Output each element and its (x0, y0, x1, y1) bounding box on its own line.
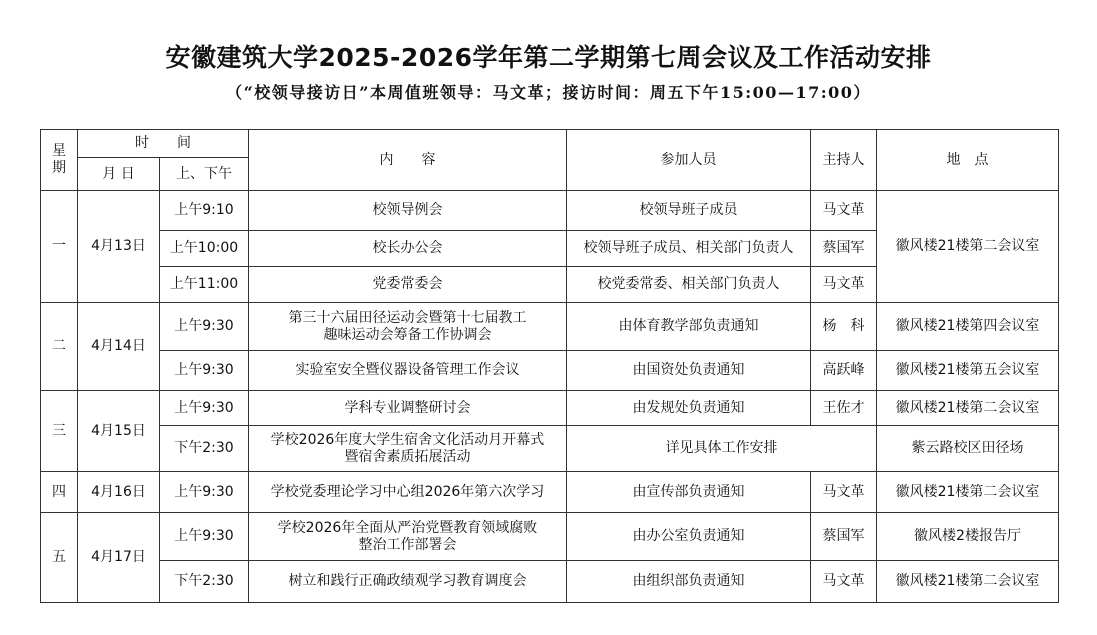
host-cell: 杨 科 (811, 303, 877, 351)
participants-cell: 由办公室负责通知 (567, 513, 811, 561)
weekday-cell: 二 (41, 303, 78, 391)
weekday-cell: 一 (41, 191, 78, 303)
date-cell: 4月16日 (78, 472, 160, 513)
time-cell: 上午9:10 (160, 191, 249, 231)
participants-cell: 校领导班子成员 (567, 191, 811, 231)
content-cell (249, 303, 567, 351)
page-title: 安徽建筑大学2025-2026学年第二学期第七周会议及工作活动安排 (165, 43, 932, 72)
time-cell: 上午10:00 (160, 231, 249, 267)
participants-cell: 由发规处负责通知 (567, 391, 811, 426)
host-cell: 马文革 (811, 472, 877, 513)
time-cell: 上午11:00 (160, 267, 249, 303)
weekday-cell: 三 (41, 391, 78, 472)
content-cell (249, 426, 567, 472)
content-cell: 校长办公会 (249, 231, 567, 267)
content-cell: 党委常委会 (249, 267, 567, 303)
host-cell: 王佐才 (811, 391, 877, 426)
location-cell: 紫云路校区田径场 (877, 426, 1059, 472)
location-cell: 徽风楼21楼第五会议室 (877, 351, 1059, 391)
content-cell: 校领导例会 (249, 191, 567, 231)
content-cell (249, 513, 567, 561)
participants-cell: 校领导班子成员、相关部门负责人 (567, 231, 811, 267)
location-cell: 徽风楼2楼报告厅 (877, 513, 1059, 561)
date-cell: 4月13日 (78, 191, 160, 303)
location-cell: 徽风楼21楼第二会议室 (877, 191, 1059, 303)
date-cell: 4月14日 (78, 303, 160, 391)
header-period: 上、下午 (160, 158, 249, 191)
participants-cell: 由组织部负责通知 (567, 561, 811, 603)
table-row (41, 513, 1059, 561)
content-line: 暨宿舍素质拓展活动 (344, 448, 471, 465)
header-weekday-line1: 星 (52, 143, 66, 159)
time-cell: 上午9:30 (160, 303, 249, 351)
content-cell: 学校党委理论学习中心组2026年第六次学习 (249, 472, 567, 513)
time-cell: 下午2:30 (160, 561, 249, 603)
time-cell: 上午9:30 (160, 351, 249, 391)
content-line: 学校2026年度大学生宿舍文化活动月开幕式 (270, 431, 545, 448)
content-line: 学校2026年全面从严治党暨教育领域腐败 (277, 519, 538, 536)
host-cell: 蔡国军 (811, 231, 877, 267)
header-content: 内 容 (249, 130, 567, 191)
host-cell: 马文革 (811, 561, 877, 603)
schedule-table (40, 129, 1059, 603)
date-cell: 4月17日 (78, 513, 160, 603)
participants-cell: 由体育教学部负责通知 (567, 303, 811, 351)
host-cell: 蔡国军 (811, 513, 877, 561)
table-row (41, 351, 1059, 391)
table-row (41, 191, 1059, 231)
weekday-cell: 四 (41, 472, 78, 513)
header-host: 主持人 (811, 130, 877, 191)
header-location: 地 点 (877, 130, 1059, 191)
participants-cell: 由宣传部负责通知 (567, 472, 811, 513)
time-cell: 下午2:30 (160, 426, 249, 472)
time-cell: 上午9:30 (160, 391, 249, 426)
time-cell: 上午9:30 (160, 472, 249, 513)
page-subtitle: （“校领导接访日”本周值班领导：马文革；接访时间：周五下午15:00—17:00） (226, 83, 871, 102)
table-row (41, 426, 1059, 472)
content-cell: 学科专业调整研讨会 (249, 391, 567, 426)
host-cell: 马文革 (811, 267, 877, 303)
header-date: 月 日 (78, 158, 160, 191)
participants-cell: 由国资处负责通知 (567, 351, 811, 391)
host-cell: 马文革 (811, 191, 877, 231)
location-cell: 徽风楼21楼第二会议室 (877, 391, 1059, 426)
date-cell: 4月15日 (78, 391, 160, 472)
header-time: 时 间 (78, 130, 249, 158)
weekday-cell: 五 (41, 513, 78, 603)
host-cell: 高跃峰 (811, 351, 877, 391)
table-row (41, 561, 1059, 603)
table-row (41, 472, 1059, 513)
time-cell: 上午9:30 (160, 513, 249, 561)
location-cell: 徽风楼21楼第四会议室 (877, 303, 1059, 351)
header-participants: 参加人员 (567, 130, 811, 191)
header-weekday (41, 130, 78, 191)
content-line: 趣味运动会筹备工作协调会 (323, 326, 492, 343)
location-cell: 徽风楼21楼第二会议室 (877, 561, 1059, 603)
content-line: 第三十六届田径运动会暨第十七届教工 (288, 309, 527, 326)
participants-cell: 校党委常委、相关部门负责人 (567, 267, 811, 303)
table-row (41, 303, 1059, 351)
table-row (41, 391, 1059, 426)
participants-cell: 详见具体工作安排 (567, 426, 877, 472)
content-line: 整治工作部署会 (358, 536, 457, 553)
content-cell: 实验室安全暨仪器设备管理工作会议 (249, 351, 567, 391)
header-weekday-line2: 期 (52, 160, 66, 176)
table-header-row (41, 130, 1059, 158)
content-cell: 树立和践行正确政绩观学习教育调度会 (249, 561, 567, 603)
location-cell: 徽风楼21楼第二会议室 (877, 472, 1059, 513)
